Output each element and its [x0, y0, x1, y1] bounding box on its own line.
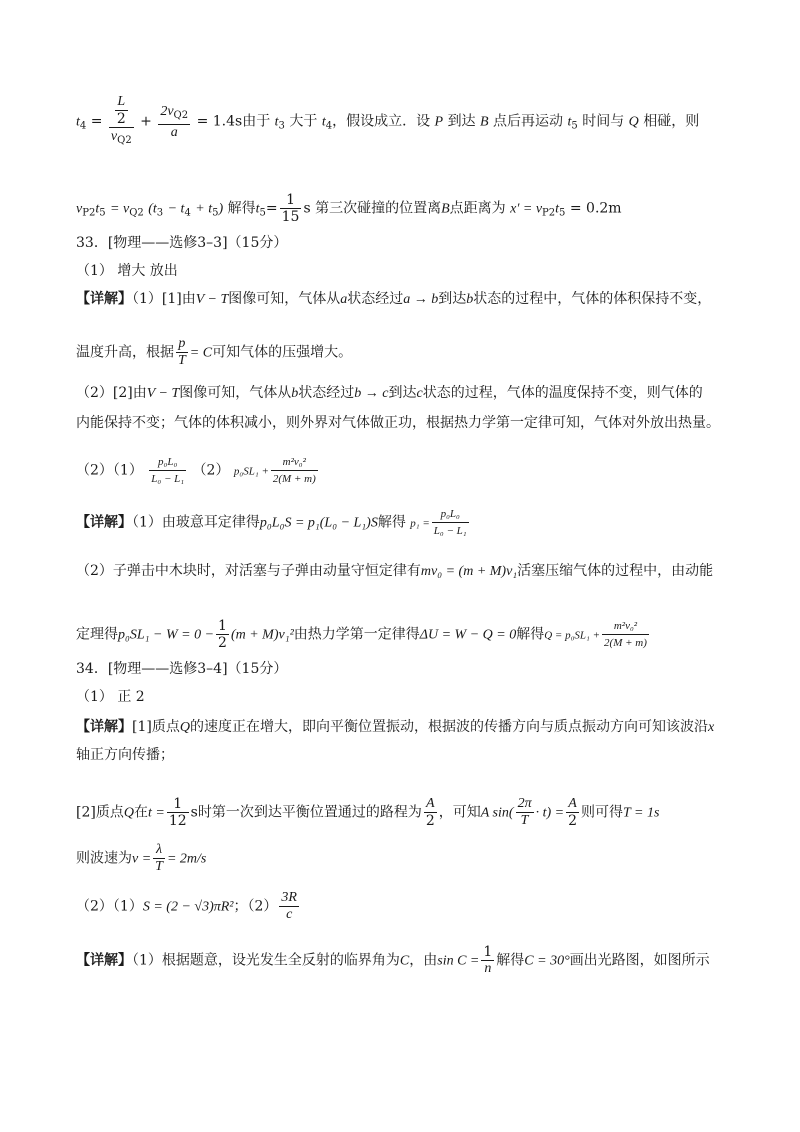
- frac-num: 1: [280, 192, 302, 209]
- math-work: p₀SL₁ − W = 0 −: [118, 627, 215, 643]
- sub-5: 5: [571, 120, 578, 132]
- text: （2）[2]由: [76, 385, 147, 401]
- text: 到达: [388, 385, 417, 401]
- text: 可知气体的压强增大。: [212, 344, 353, 361]
- frac-num: 1: [167, 796, 189, 813]
- frac-num: 3R: [281, 890, 297, 905]
- fraction-1-12: [167, 796, 189, 829]
- math-a: a: [340, 292, 348, 307]
- math-t4b: t: [321, 114, 326, 130]
- math-x: x′ = v: [510, 201, 543, 217]
- fraction-half: [216, 618, 229, 651]
- math-VT: V − T: [195, 292, 229, 307]
- sub-P2: P2: [542, 207, 556, 219]
- frac-num: A: [566, 796, 579, 813]
- math-minus-t: − t: [167, 201, 185, 217]
- frac-num: λ: [153, 842, 165, 859]
- sub-Q2: Q2: [173, 109, 189, 121]
- frac-den: 15: [281, 209, 300, 225]
- text: 解得: [377, 514, 406, 531]
- section-33-heading: 33．[物理——选修3–3]（15分）: [76, 235, 288, 251]
- text: （1）[1]由: [132, 291, 196, 307]
- text: 状态经过: [347, 291, 404, 307]
- fraction-p-over-T: [176, 336, 188, 369]
- frac-num: [109, 94, 134, 128]
- equals-sign: =: [90, 113, 103, 130]
- fraction-L2-over-vQ2: [109, 94, 134, 149]
- math-T: T = 1s: [623, 805, 660, 821]
- text-distance: 点距离为: [449, 200, 506, 217]
- detail-label: 【详解】: [76, 291, 132, 307]
- frac-den: 2(M + m): [272, 473, 316, 485]
- math-t: t =: [147, 805, 165, 821]
- text: 定理得: [76, 626, 118, 643]
- math-work-rhs: (m + M)v₁²: [230, 627, 294, 643]
- detail-34-line-4: [76, 842, 206, 875]
- math-dU: ΔU = W − Q = 0: [419, 627, 517, 643]
- text-daoda: 到达: [447, 113, 476, 130]
- text: 则可得: [581, 804, 623, 821]
- sub-Q2: Q2: [129, 207, 144, 219]
- detail-34-line-5: [76, 944, 710, 977]
- math-x: x: [707, 720, 715, 735]
- frac-a: a: [170, 124, 178, 140]
- frac-den: T: [178, 353, 186, 368]
- frac-num: m²v₀²: [602, 618, 649, 635]
- frac-num: [158, 103, 190, 125]
- text: 画出光路图，如图所示: [569, 952, 710, 969]
- frac-L: L: [115, 94, 128, 111]
- frac-den: T: [520, 813, 529, 828]
- frac-den: L₀ − L₁: [151, 473, 185, 485]
- math-P: P: [434, 114, 444, 130]
- text: [1]质点: [132, 719, 180, 735]
- fraction-3R-c: [279, 890, 299, 923]
- math-v: v: [76, 201, 83, 217]
- text: 图像可知，气体从: [179, 385, 292, 401]
- text: 的速度正在增大，即向平衡位置振动，根据波的传播方向与质点振动方向可知该波沿: [189, 719, 708, 735]
- math-paren: (t: [148, 201, 157, 217]
- inner-frac: [115, 94, 128, 127]
- fraction-p1: [432, 506, 469, 539]
- frac-v: v: [110, 129, 118, 144]
- math-b: b: [291, 386, 299, 401]
- frac-num: p₀L₀: [432, 506, 469, 523]
- text: ，由: [409, 952, 438, 969]
- text: ，可知: [438, 804, 481, 821]
- frac-num: m²v₀²: [271, 454, 318, 471]
- math-x-rhs: = 0.2m: [569, 200, 622, 217]
- text: 时第一次到达平衡位置通过的路程为: [197, 804, 422, 821]
- text: 由热力学第一定律得: [293, 626, 420, 643]
- text: （2）子弹击中木块时，对活塞与子弹由动量守恒定律有: [76, 563, 421, 579]
- math-t: t: [95, 201, 100, 217]
- fraction-lambda-T: [153, 842, 165, 875]
- fraction-A-2: [424, 796, 437, 829]
- frac-num: 2π: [517, 796, 532, 811]
- math-t: t: [555, 201, 560, 217]
- answer-34-2: [76, 890, 301, 923]
- text: 状态的过程中，气体的体积保持不变，: [473, 291, 712, 307]
- math-Q: Q: [123, 805, 134, 821]
- sub-5: 5: [212, 207, 219, 219]
- frac-den: n: [484, 961, 492, 976]
- text: ；（2）: [233, 898, 278, 915]
- detail-33-line-4: 内能保持不变；气体的体积减小，则外界对气体做正功，根据热力学第一定律可知，气体对外放出热量。: [76, 415, 720, 431]
- text: 到达: [438, 291, 467, 307]
- detail-33-line-7: [76, 618, 651, 651]
- math-C: C: [399, 953, 410, 969]
- text: 解得: [496, 952, 525, 969]
- fraction-2vQ2-over-a: [158, 103, 190, 141]
- math-momentum: mv₀ = (m + M)v₁: [420, 564, 518, 579]
- detail-34-line-1: [76, 718, 714, 737]
- math-p1: p₁ =: [410, 517, 430, 530]
- math-sinC: sin C =: [437, 953, 480, 969]
- fraction-1-15: [280, 192, 302, 225]
- math-c: c: [416, 386, 423, 401]
- math-t5: t: [567, 114, 572, 130]
- text: 活塞压缩气体的过程中，由动能: [517, 563, 714, 579]
- math-close: ): [218, 201, 224, 217]
- text: （2）: [192, 462, 230, 479]
- math-t4: t: [76, 114, 80, 130]
- line-t4-equation: [76, 94, 699, 149]
- sub-Q2: Q2: [117, 135, 132, 146]
- sub-3: 3: [278, 120, 285, 132]
- frac-num: 1: [218, 618, 227, 634]
- sub-5: 5: [259, 207, 266, 219]
- text: 解得: [516, 626, 545, 643]
- detail-34-line-2: 轴正方向传播；: [76, 747, 174, 763]
- text-jiede: 解得: [227, 200, 256, 217]
- sub-4b: 4: [325, 120, 333, 132]
- detail-33-line-1: [76, 290, 711, 309]
- math-v: v =: [132, 851, 152, 867]
- frac-den: L₀ − L₁: [433, 525, 467, 537]
- math-a-to-b: a → b: [403, 292, 439, 307]
- detail-33-line-6: [76, 562, 713, 581]
- line-vP2-equation: [76, 192, 622, 225]
- text: （2）（1）: [76, 462, 143, 479]
- plus-sign: +: [140, 113, 152, 130]
- math-Q: Q = p₀SL₁ +: [544, 629, 601, 642]
- detail-33-line-2: [76, 336, 352, 369]
- sub-4: 4: [79, 120, 87, 132]
- math-b: b: [466, 292, 474, 307]
- math-Q: Q: [179, 720, 190, 735]
- math-plus-t: + t: [195, 201, 213, 217]
- text: 温度升高，根据: [76, 344, 174, 361]
- unit-s: s: [303, 200, 311, 217]
- sub-4: 4: [184, 207, 191, 219]
- math-v-rhs: = 2m/s: [166, 851, 207, 867]
- math-boyle: p₀L₀S = p₁(L₀ − L₁)S: [259, 515, 378, 531]
- text-third-collision: 第三次碰撞的位置离: [315, 200, 442, 217]
- detail-label: 【详解】: [76, 719, 132, 735]
- fraction-answer-1: [149, 454, 186, 487]
- sub-P2: P2: [82, 207, 96, 219]
- answer-33-1: （1） 增大 放出: [76, 263, 178, 279]
- sub-5: 5: [99, 207, 106, 219]
- detail-label: 【详解】: [76, 514, 132, 531]
- text: 图像可知，气体从: [228, 291, 341, 307]
- text: （2）（1）: [76, 898, 143, 915]
- frac-num: p₀L₀: [149, 454, 186, 471]
- frac-den: 2: [425, 813, 435, 829]
- text: 状态的过程，气体的温度保持不变，则气体的: [422, 385, 703, 401]
- math-Q: Q: [628, 114, 639, 130]
- text: 则波速为: [76, 850, 132, 867]
- frac-den: c: [286, 907, 293, 922]
- text-jiashe: ，假设成立．设: [332, 113, 431, 130]
- sub-3: 3: [156, 207, 164, 219]
- frac-den: 2(M + m): [604, 637, 647, 649]
- equals-sign: =: [265, 200, 278, 217]
- frac-num: 1: [483, 944, 493, 960]
- frac-den: 2: [568, 813, 577, 829]
- frac-den: [109, 128, 134, 149]
- math-sin2: · t) =: [535, 805, 565, 821]
- math-B: B: [441, 201, 450, 217]
- answer-33-2: [76, 454, 320, 487]
- text-youyu: 由于: [242, 113, 271, 130]
- text: [2]质点: [76, 804, 124, 821]
- fraction-A-2b: [566, 796, 579, 829]
- math-B: B: [480, 114, 489, 130]
- fraction-1-n: [481, 944, 494, 977]
- detail-34-line-3: [76, 796, 659, 829]
- fraction-Q: [602, 618, 649, 651]
- frac-den: 2: [218, 635, 227, 651]
- math-S: S = (2 − √3)πR²: [142, 899, 234, 915]
- detail-label: 【详解】: [76, 952, 132, 969]
- frac-num: A: [424, 796, 437, 813]
- text-xiangpeng: 相碰，则: [643, 113, 700, 130]
- math-sin: A sin(: [480, 805, 514, 821]
- text: （1）根据题意，设光发生全反射的临界角为: [132, 952, 400, 969]
- frac-num: p: [176, 336, 188, 353]
- math-ans2: p₀SL₁ +: [233, 465, 269, 478]
- math-C30: C = 30°: [524, 953, 570, 969]
- math-eq-C: = C: [189, 345, 213, 361]
- detail-33-line-3: [76, 384, 703, 403]
- detail-33-line-5: [76, 506, 471, 539]
- text: 状态经过: [298, 385, 355, 401]
- text-dayu: 大于: [289, 113, 318, 130]
- frac-2: 2: [116, 111, 126, 127]
- math-eq-v: = v: [110, 201, 130, 217]
- math-t5: t: [255, 201, 260, 217]
- frac-den: 12: [168, 813, 187, 829]
- text-yundong: 点后再运动: [493, 113, 564, 130]
- sub-5: 5: [559, 207, 566, 219]
- section-34-heading: 34．[物理——选修3–4]（15分）: [76, 661, 288, 677]
- text: （1）由玻意耳定律得: [132, 514, 260, 531]
- unit-s: s: [190, 804, 198, 821]
- eq-rhs: = 1.4s: [196, 113, 243, 130]
- text: 在: [133, 804, 148, 821]
- frac-den: T: [155, 859, 163, 874]
- fraction-2pi-T: [516, 796, 534, 829]
- math-VT: V − T: [146, 386, 180, 401]
- math-t3: t: [274, 114, 279, 130]
- frac-2v: 2v: [160, 103, 174, 119]
- answer-34-1: （1） 正 2: [76, 689, 145, 705]
- text-shijian: 时间与: [582, 113, 625, 130]
- fraction-answer-2: [271, 454, 318, 487]
- math-b-to-c: b → c: [354, 386, 389, 401]
